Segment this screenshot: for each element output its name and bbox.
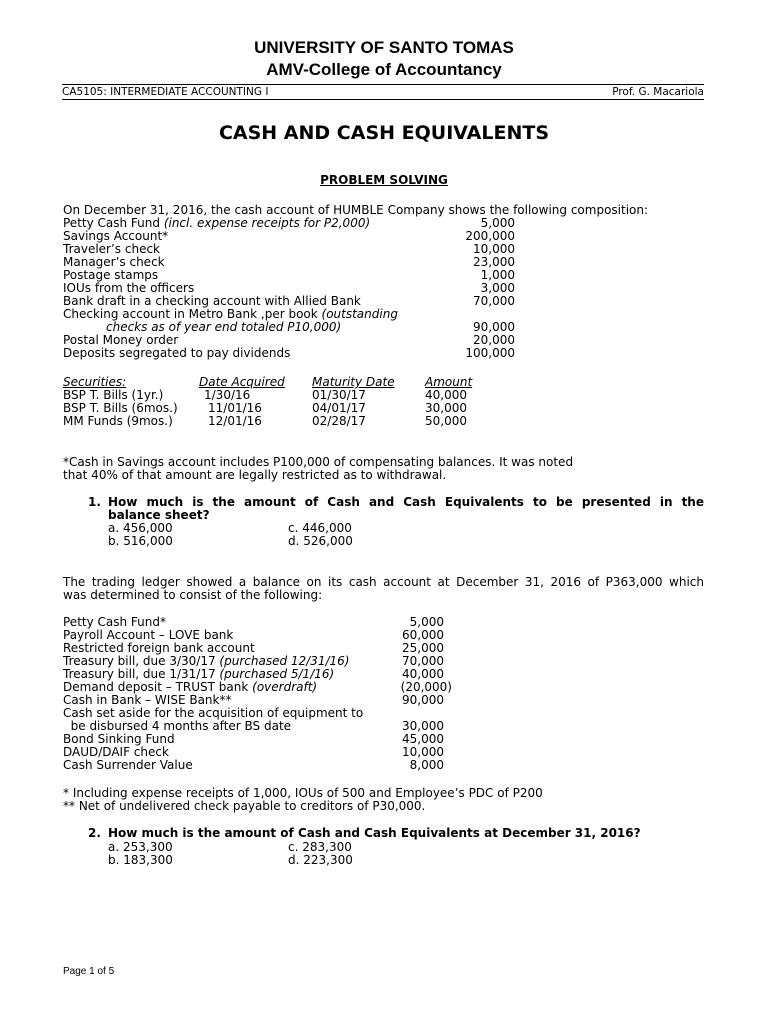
question-text: How much is the amount of Cash and Cash Equivalents at December 31, 2016? [108, 826, 641, 840]
list-item: checks as of year end totaled P10,000) [106, 320, 342, 334]
table-cell: 1/30/16 [204, 388, 251, 402]
item-amount: 200,000 [465, 229, 515, 243]
item-amount: 90,000 [473, 320, 515, 334]
item-amount: 10,000 [402, 745, 444, 759]
list-item: Postage stamps [63, 268, 159, 282]
item-amount: 10,000 [473, 242, 515, 256]
problem2-intro: The trading ledger showed a balance on its cash account at December 31, 2016 of P363,000 which [63, 575, 704, 589]
item-amount: 45,000 [402, 732, 444, 746]
item-amount: 100,000 [465, 346, 515, 360]
answer-choice: a. 456,000 [108, 521, 173, 535]
list-item: DAUD/DAIF check [63, 745, 169, 759]
item-amount: 20,000 [473, 333, 515, 347]
answer-choice: d. 223,300 [288, 853, 353, 867]
list-item: Restricted foreign bank account [63, 641, 255, 655]
section-title: PROBLEM SOLVING [320, 173, 448, 187]
item-amount: 90,000 [402, 693, 444, 707]
item-amount: 30,000 [402, 719, 444, 733]
course-code: CA5105: INTERMEDIATE ACCOUNTING I [62, 86, 269, 98]
question-text: How much is the amount of Cash and Cash Equivalents to be presented in the [108, 495, 704, 509]
table-header: Date Acquired [199, 375, 285, 389]
table-cell: BSP T. Bills (6mos.) [63, 401, 178, 415]
table-cell: 40,000 [425, 388, 467, 402]
item-amount: 25,000 [402, 641, 444, 655]
item-amount: 70,000 [402, 654, 444, 668]
list-item: Bond Sinking Fund [63, 732, 175, 746]
item-amount: 70,000 [473, 294, 515, 308]
list-item: IOUs from the officers [63, 281, 195, 295]
list-item: Treasury bill, due 3/30/17 (purchased 12/31/16) [63, 654, 350, 668]
answer-choice: c. 446,000 [288, 521, 352, 535]
table-cell: 01/30/17 [312, 388, 366, 402]
item-amount: 23,000 [473, 255, 515, 269]
problem1-intro: On December 31, 2016, the cash account of HUMBLE Company shows the following composition: [63, 203, 649, 217]
page-title: CASH AND CASH EQUIVALENTS [218, 122, 550, 144]
item-amount: 5,000 [409, 615, 444, 629]
item-amount: 1,000 [480, 268, 515, 282]
list-item: Manager’s check [63, 255, 165, 269]
problem2-footnote: ** Net of undelivered check payable to creditors of P30,000. [63, 799, 426, 813]
answer-choice: a. 253,300 [108, 840, 173, 854]
problem1-footnote: *Cash in Savings account includes P100,000 of compensating balances. It was noted [63, 455, 574, 469]
problem2-intro: was determined to consist of the following: [63, 588, 323, 602]
list-item: Cash set aside for the acquisition of equipment to [63, 706, 364, 720]
list-item: be disbursed 4 months after BS date [63, 719, 292, 733]
table-cell: 50,000 [425, 414, 467, 428]
professor-name: Prof. G. Macariola [612, 86, 704, 98]
item-amount: 40,000 [402, 667, 444, 681]
list-item: Treasury bill, due 1/31/17 (purchased 5/1/16) [63, 667, 335, 681]
answer-choice: b. 183,300 [108, 853, 173, 867]
list-item: Cash Surrender Value [63, 758, 193, 772]
list-item: Postal Money order [63, 333, 179, 347]
table-cell: 04/01/17 [312, 401, 366, 415]
item-amount: 60,000 [402, 628, 444, 642]
table-header: Maturity Date [312, 375, 395, 389]
list-item: Cash in Bank – WISE Bank** [63, 693, 232, 707]
list-item: Payroll Account – LOVE bank [63, 628, 234, 642]
question-text: balance sheet? [108, 508, 210, 522]
question-number: 1. [88, 495, 101, 509]
list-item: Demand deposit – TRUST bank (overdraft) [63, 680, 318, 694]
table-cell: BSP T. Bills (1yr.) [63, 388, 164, 402]
list-item: Bank draft in a checking account with Allied Bank [63, 294, 361, 308]
header-rule-top [62, 84, 704, 85]
problem1-footnote: that 40% of that amount are legally restricted as to withdrawal. [63, 468, 447, 482]
table-cell: 02/28/17 [312, 414, 366, 428]
table-cell: MM Funds (9mos.) [63, 414, 173, 428]
table-header: Securities: [63, 375, 127, 389]
college-name: AMV-College of Accountancy [266, 60, 502, 79]
item-amount: 8,000 [409, 758, 444, 772]
list-item: Deposits segregated to pay dividends [63, 346, 291, 360]
list-item: Traveler’s check [63, 242, 161, 256]
item-amount: (20,000) [400, 680, 452, 694]
list-item: Savings Account* [63, 229, 169, 243]
header-rule-bottom [62, 99, 704, 100]
question-number: 2. [88, 826, 101, 840]
table-cell: 30,000 [425, 401, 467, 415]
table-cell: 11/01/16 [208, 401, 262, 415]
answer-choice: b. 516,000 [108, 534, 173, 548]
list-item: Checking account in Metro Bank ,per book (outstanding [63, 307, 398, 321]
table-header: Amount [425, 375, 473, 389]
list-item: Petty Cash Fund (incl. expense receipts for P2,000) [63, 216, 371, 230]
page-number: Page 1 of 5 [63, 966, 115, 977]
university-name: UNIVERSITY OF SANTO TOMAS [254, 38, 514, 57]
list-item: Petty Cash Fund* [63, 615, 166, 629]
item-amount: 5,000 [480, 216, 515, 230]
problem2-footnote: * Including expense receipts of 1,000, IOUs of 500 and Employee’s PDC of P200 [63, 786, 543, 800]
item-amount: 3,000 [480, 281, 515, 295]
answer-choice: c. 283,300 [288, 840, 352, 854]
table-cell: 12/01/16 [208, 414, 262, 428]
answer-choice: d. 526,000 [288, 534, 353, 548]
